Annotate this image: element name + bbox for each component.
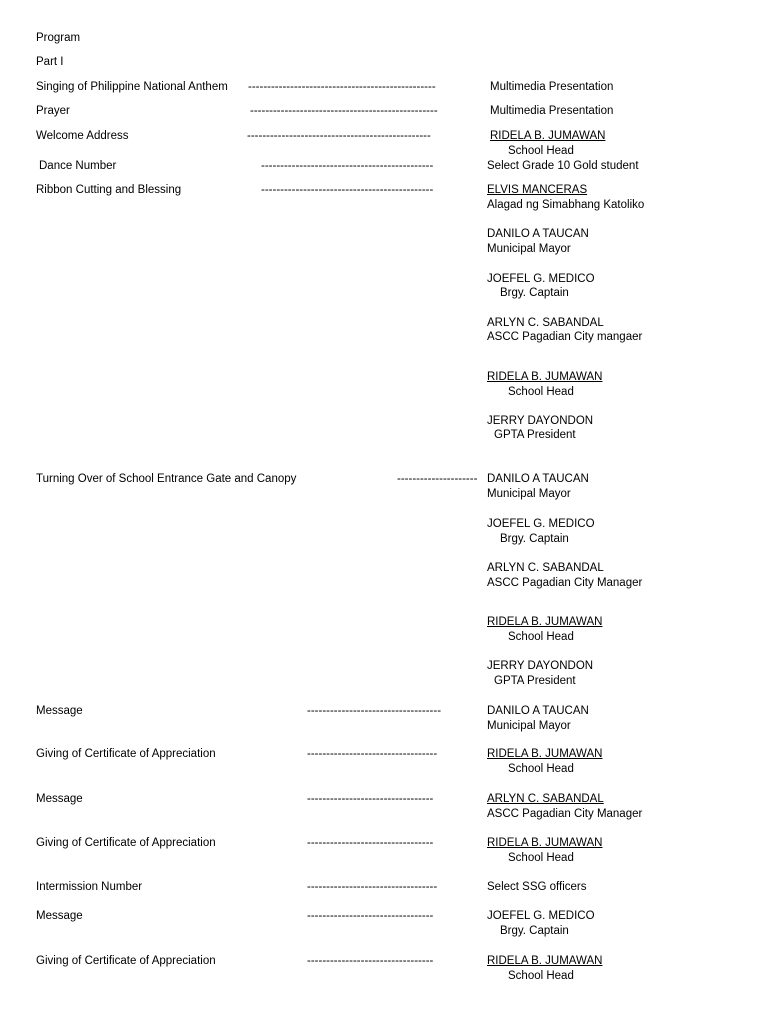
performer-title: GPTA President bbox=[494, 675, 576, 687]
performer-title: Municipal Mayor bbox=[487, 488, 571, 500]
program-item-label: Prayer bbox=[36, 105, 70, 117]
dash-leader: ----------------------------------- bbox=[307, 705, 442, 717]
dash-leader: --------------------- bbox=[397, 473, 478, 485]
program-item-label: Intermission Number bbox=[36, 881, 143, 893]
dash-leader: --------------------------------- bbox=[307, 955, 434, 967]
performer-name: JERRY DAYONDON bbox=[487, 660, 594, 672]
performer-name: ARLYN C. SABANDAL bbox=[487, 562, 604, 574]
performer-name: JOEFEL G. MEDICO bbox=[487, 518, 595, 530]
dash-leader: ------------------------------------------------- bbox=[248, 81, 436, 93]
dash-leader: --------------------------------- bbox=[307, 910, 434, 922]
performer-name: JOEFEL G. MEDICO bbox=[487, 273, 595, 285]
performer-title: GPTA President bbox=[494, 429, 576, 441]
performer-name: ELVIS MANCERAS bbox=[487, 184, 588, 196]
performer-title: School Head bbox=[508, 631, 574, 643]
program-item-label: Giving of Certificate of Appreciation bbox=[36, 748, 216, 760]
performer-name: Select SSG officers bbox=[487, 881, 587, 893]
performer-title: Brgy. Captain bbox=[500, 925, 569, 937]
dash-leader: ---------------------------------- bbox=[307, 748, 438, 760]
performer-name: RIDELA B. JUMAWAN bbox=[490, 130, 606, 142]
performer-name: Multimedia Presentation bbox=[490, 81, 614, 93]
program-item-label: Giving of Certificate of Appreciation bbox=[36, 837, 216, 849]
performer-title: Brgy. Captain bbox=[500, 533, 569, 545]
performer-name: DANILO A TAUCAN bbox=[487, 705, 589, 717]
program-item-label: Dance Number bbox=[39, 160, 117, 172]
performer-name: JOEFEL G. MEDICO bbox=[487, 910, 595, 922]
program-item-label: Message bbox=[36, 705, 83, 717]
part-heading: Part I bbox=[36, 56, 64, 68]
program-item-label: Message bbox=[36, 910, 83, 922]
performer-title: ASCC Pagadian City Manager bbox=[487, 808, 643, 820]
dash-leader: --------------------------------- bbox=[307, 837, 434, 849]
performer-name: JERRY DAYONDON bbox=[487, 415, 594, 427]
dash-leader: ------------------------------------------------- bbox=[250, 105, 438, 117]
performer-title: School Head bbox=[508, 970, 574, 982]
program-item-label: Ribbon Cutting and Blessing bbox=[36, 184, 182, 196]
dash-leader: --------------------------------------------- bbox=[261, 160, 434, 172]
performer-name: Multimedia Presentation bbox=[490, 105, 614, 117]
program-item-label: Message bbox=[36, 793, 83, 805]
performer-title: ASCC Pagadian City mangaer bbox=[487, 331, 643, 343]
performer-name: RIDELA B. JUMAWAN bbox=[487, 616, 603, 628]
performer-title: Municipal Mayor bbox=[487, 720, 571, 732]
program-title: Program bbox=[36, 32, 81, 44]
performer-title: Municipal Mayor bbox=[487, 243, 571, 255]
performer-name: DANILO A TAUCAN bbox=[487, 473, 589, 485]
program-item-label: Giving of Certificate of Appreciation bbox=[36, 955, 216, 967]
performer-title: School Head bbox=[508, 763, 574, 775]
performer-name: DANILO A TAUCAN bbox=[487, 228, 589, 240]
performer-name: Select Grade 10 Gold student bbox=[487, 160, 639, 172]
performer-title: ASCC Pagadian City Manager bbox=[487, 577, 643, 589]
performer-title: Alagad ng Simabhang Katoliko bbox=[487, 199, 645, 211]
performer-name: RIDELA B. JUMAWAN bbox=[487, 837, 603, 849]
performer-name: RIDELA B. JUMAWAN bbox=[487, 748, 603, 760]
performer-title: School Head bbox=[508, 852, 574, 864]
performer-name: ARLYN C. SABANDAL bbox=[487, 793, 604, 805]
performer-name: RIDELA B. JUMAWAN bbox=[487, 955, 603, 967]
dash-leader: ------------------------------------------------ bbox=[247, 130, 431, 142]
program-item-label: Turning Over of School Entrance Gate and Canopy bbox=[36, 473, 297, 485]
dash-leader: --------------------------------- bbox=[307, 793, 434, 805]
performer-title: School Head bbox=[508, 386, 574, 398]
dash-leader: ---------------------------------- bbox=[307, 881, 438, 893]
performer-title: School Head bbox=[508, 145, 574, 157]
program-item-label: Welcome Address bbox=[36, 130, 129, 142]
performer-title: Brgy. Captain bbox=[500, 287, 569, 299]
performer-name: ARLYN C. SABANDAL bbox=[487, 317, 604, 329]
performer-name: RIDELA B. JUMAWAN bbox=[487, 371, 603, 383]
dash-leader: --------------------------------------------- bbox=[261, 184, 434, 196]
program-item-label: Singing of Philippine National Anthem bbox=[36, 81, 228, 93]
